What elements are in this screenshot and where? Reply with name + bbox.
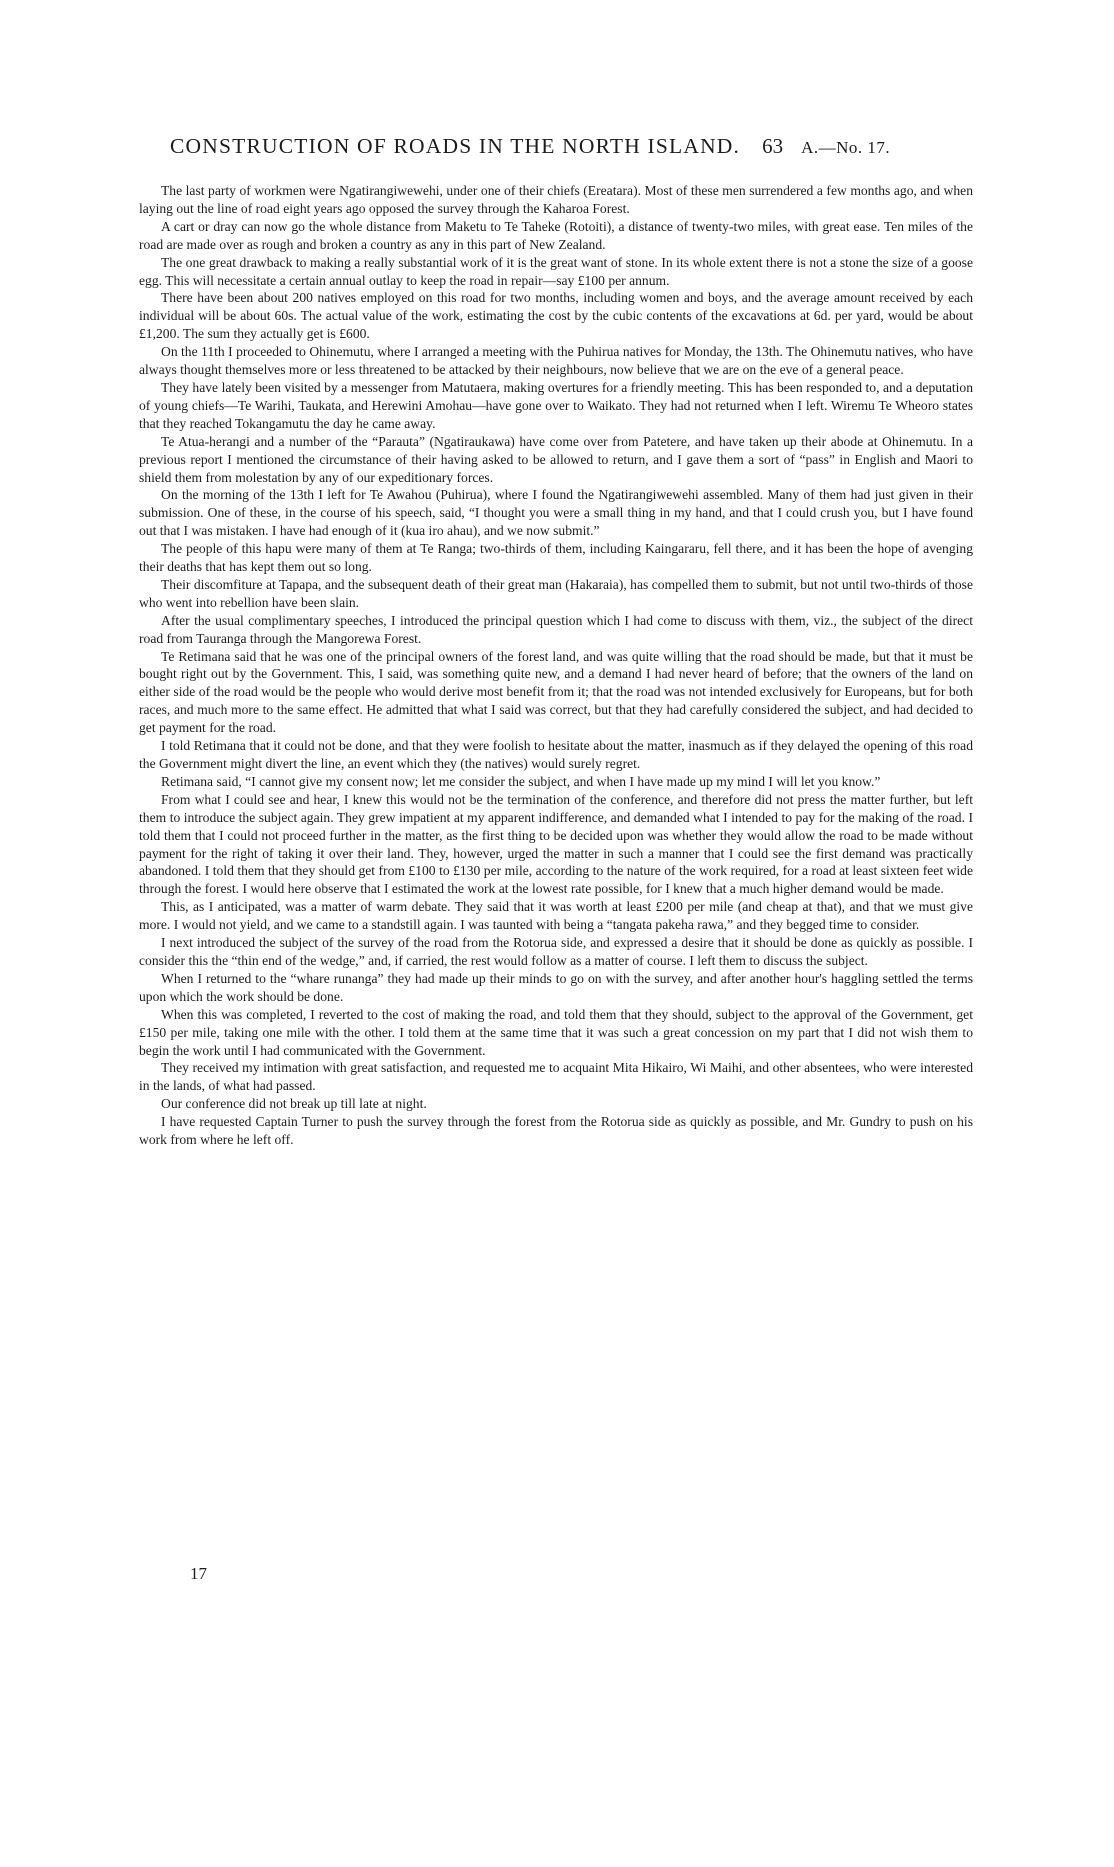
paragraph: The one great drawback to making a really substantial work of it is the great want of stone. In its whole extent there is not a stone the size of a goose egg. This will necessitate a certain annual outlay to keep the road in repair—say £100 per annum. — [139, 254, 973, 288]
paragraph: There have been about 200 natives employed on this road for two months, including women and boys, and the average amount received by each individual will be about 60s. The actual value of the work, estimating the cost by the cubic contents of the excavations at 6d. per yard, would be about £1,200. The sum they actually get is £600. — [139, 290, 973, 342]
document-reference: A.—No. 17. — [801, 138, 891, 157]
paragraph: I have requested Captain Turner to push the survey through the forest from the Rotorua side as quickly as possible, and Mr. Gundry to push on his work from where he left off. — [139, 1114, 973, 1148]
paragraph: They have lately been visited by a messenger from Matutaera, making overtures for a friendly meeting. This has been responded to, and a deputation of young chiefs—Te Warihi, Taukata, and Herewini Amohau—have gone over to Waikato. They had not returned when I left. Wiremu Te Wheoro states that they reached Tokangamutu the day he came away. — [139, 379, 973, 431]
paragraph: The people of this hapu were many of them at Te Ranga; two-thirds of them, including Kaingararu, fell there, and it has been the hope of avenging their deaths that has kept them out so long. — [139, 541, 973, 575]
paragraph: When I returned to the “whare runanga” they had made up their minds to go on with the survey, and after another hour's haggling settled the terms upon which the work should be done. — [139, 970, 973, 1004]
paragraph: Their discomfiture at Tapapa, and the subsequent death of their great man (Hakaraia), has compelled them to submit, but not until two-thirds of those who went into rebellion have been slain. — [139, 576, 973, 610]
paragraph: The last party of workmen were Ngatirangiwewehi, under one of their chiefs (Ereatara). Most of these men surrendered a few months ago, and when laying out the line of road eight years ago opposed the survey through the Kaharoa Forest. — [139, 183, 973, 216]
paragraph: Te Atua-herangi and a number of the “Parauta” (Ngatiraukawa) have come over from Patetere, and have taken up their abode at Ohinemutu. In a previous report I mentioned the circumstance of their having asked to be allowed to return, and I gave them a sort of “pass” in English and Maori to shield them from molestation by any of our expeditionary forces. — [139, 433, 973, 485]
paragraph: From what I could see and hear, I knew this would not be the termination of the conference, and therefore did not press the matter further, but left them to introduce the subject again. They grew impatient at my apparent indifference, and demanded what I intended to pay for the making of the road. I told them that I could not proceed further in the matter, as the first thing to be decided upon was whether they would allow the road to be made without payment for the right of taking it over their land. They, however, urged the matter in such a manner that I could see the first demand was practically abandoned. I told them that they should get from £100 to £130 per mile, according to the nature of the work required, for a road at least sixteen feet wide through the forest. I would here observe that I estimated the work at the lowest rate possible, for I knew that a much higher demand would be made. — [139, 791, 973, 897]
paragraph: On the morning of the 13th I left for Te Awahou (Puhirua), where I found the Ngatirangiwewehi assembled. Many of them had just given in their submission. One of these, in the course of his speech, said, “I thought you were a small thing in my hand, and that I could crush you, but I have found out that I was mistaken. I have had enough of it (kua iro ahau), and we now submit.” — [139, 487, 973, 539]
page-header — [170, 134, 1070, 159]
body-text — [139, 182, 973, 1149]
page-number: 63 — [762, 134, 784, 158]
paragraph: I told Retimana that it could not be done, and that they were foolish to hesitate about the matter, inasmuch as if they delayed the opening of this road the Government might divert the line, an event which they (the natives) would surely regret. — [139, 738, 973, 771]
signature-mark: 17 — [190, 1564, 207, 1583]
paragraph: On the 11th I proceeded to Ohinemutu, where I arranged a meeting with the Puhirua natives for Monday, the 13th. The Ohinemutu natives, who have always thought themselves more or less threatened to be attacked by their neighbours, now believe that we are on the eve of a general peace. — [139, 344, 973, 378]
paragraph: After the usual complimentary speeches, I introduced the principal question which I had come to discuss with them, viz., the subject of the direct road from Tauranga through the Mangorewa Forest. — [139, 612, 973, 646]
paragraph: A cart or dray can now go the whole distance from Maketu to Te Taheke (Rotoiti), a distance of twenty-two miles, with great ease. Ten miles of the road are made over as rough and broken a country as any in this part of New Zealand. — [139, 218, 973, 252]
paragraph: When this was completed, I reverted to the cost of making the road, and told them that they should, subject to the approval of the Government, get £150 per mile, taking one mile with the other. I told them at the same time that it was such a great concession on my part that I did not wish them to begin the work until I had communicated with the Government. — [139, 1006, 973, 1058]
page-title: CONSTRUCTION OF ROADS IN THE NORTH ISLAND. — [170, 134, 741, 158]
paragraph: Our conference did not break up till late at night. — [161, 1096, 427, 1112]
paragraph: Retimana said, “I cannot give my consent now; let me consider the subject, and when I have made up my mind I will let you know.” — [161, 773, 881, 789]
paragraph: This, as I anticipated, was a matter of warm debate. They said that it was worth at least £200 per mile (and cheap at that), and that we must give more. I would not yield, and we came to a standstill again. I was taunted with being a “tangata pakeha rawa,” and they begged time to consider. — [139, 899, 973, 933]
paragraph: I next introduced the subject of the survey of the road from the Rotorua side, and expressed a desire that it should be done as quickly as possible. I consider this the “thin end of the wedge,” and, if carried, the rest would follow as a matter of course. I left them to discuss the subject. — [139, 935, 973, 968]
paragraph: They received my intimation with great satisfaction, and requested me to acquaint Mita Hikairo, Wi Maihi, and other absentees, who were interested in the lands, of what had passed. — [139, 1060, 973, 1094]
paragraph: Te Retimana said that he was one of the principal owners of the forest land, and was quite willing that the road should be made, but that it must be bought right out by the Government. This, I said, was something quite new, and a demand I had never heard of before; that the owners of the land on either side of the road would be the people who would derive most benefit from it; that the road was not intended exclusively for Europeans, but for both races, and much more to the same effect. He admitted that what I said was correct, but that they had carefully considered the subject, and had decided to get payment for the road. — [139, 648, 973, 736]
